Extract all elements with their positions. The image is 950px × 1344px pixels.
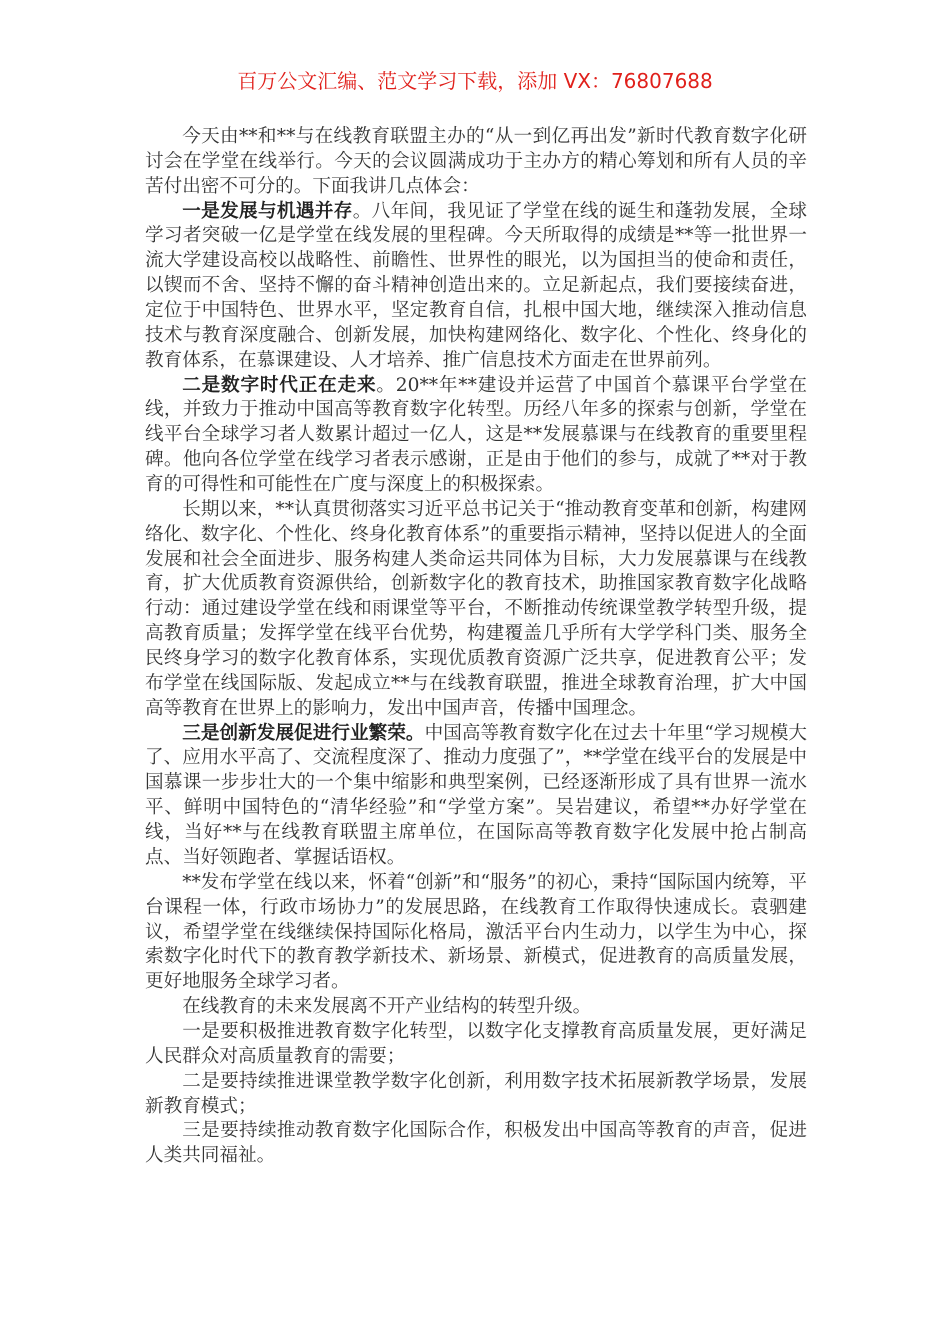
- paragraph-text: 在线教育的未来发展离不开产业结构的转型升级。: [182, 996, 592, 1018]
- paragraph: [145, 125, 807, 200]
- watermark-header: 百万公文汇编、范文学习下载，添加 VX：76807688: [237, 69, 713, 93]
- paragraph: [145, 1119, 807, 1169]
- paragraph-text: 。20**年**建设并运营了中国首个慕课平台学堂在线，并致力于推动中国高等教育数字化转型。历经八年多的探索与创新，学堂在线平台全球学习者人数累计超过一亿人，这是**发展慕课与在线教育的重要里程碑。他向各位学堂在线学习者表示感谢，正是由于他们的参与，成就了**对于教育的可得性和可能性在广度与深度上的积极探索。: [145, 374, 807, 496]
- paragraph: [145, 498, 807, 722]
- paragraph-lead: 一是发展与机遇并存: [182, 200, 353, 222]
- document-body: [145, 125, 807, 1169]
- paragraph-lead: 二是数字时代正在走来: [182, 374, 377, 396]
- paragraph-text: 一是要积极推进教育数字化转型，以数字化支撑教育高质量发展，更好满足人民群众对高质量教育的需要；: [145, 1020, 807, 1067]
- paragraph: [145, 374, 807, 498]
- paragraph: [145, 871, 807, 995]
- paragraph-lead: 三是创新发展促进行业繁荣。: [182, 722, 425, 744]
- paragraph-text: 三是要持续推动教育数字化国际合作，积极发出中国高等教育的声音，促进人类共同福祉。: [145, 1120, 807, 1167]
- paragraph-text: 中国高等教育数字化在过去十年里“学习规模大了、应用水平高了、交流程度深了、推动力度强了”，**学堂在线平台的发展是中国慕课一步步壮大的一个集中缩影和典型案例，已经逐渐形成了具有世界一流水平、鲜明中国特色的“清华经验”和“学堂方案”。吴岩建议，希望**办好学堂在线，当好**与在线教育联盟主席单位，在国际高等教育数字化发展中抢占制高点、当好领跑者、掌握话语权。: [145, 722, 807, 868]
- paragraph: [145, 1020, 807, 1070]
- paragraph-text: 今天由**和**与在线教育联盟主办的“从一到亿再出发”新时代教育数字化研讨会在学堂在线举行。今天的会议圆满成功于主办方的精心筹划和所有人员的辛苦付出密不可分的。下面我讲几点体会：: [145, 126, 807, 197]
- paragraph: [145, 722, 807, 871]
- paragraph: [145, 200, 807, 374]
- paragraph: [145, 995, 807, 1020]
- paragraph-text: 长期以来，**认真贯彻落实习近平总书记关于“推动教育变革和创新，构建网络化、数字化、个性化、终身化教育体系”的重要指示精神，坚持以促进人的全面发展和社会全面进步、服务构建人类命运共同体为目标，大力发展慕课与在线教育，扩大优质教育资源供给，创新数字化的教育技术，助推国家教育数字化战略行动：通过建设学堂在线和雨课堂等平台，不断推动传统课堂教学转型升级，提高教育质量；发挥学堂在线平台优势，构建覆盖几乎所有大学学科门类、服务全民终身学习的数字化教育体系，实现优质教育资源广泛共享，促进教育公平；发布学堂在线国际版、发起成立**与在线教育联盟，推进全球教育治理，扩大中国高等教育在世界上的影响力，发出中国声音，传播中国理念。: [145, 498, 807, 719]
- paragraph-text: 。八年间，我见证了学堂在线的诞生和蓬勃发展，全球学习者突破一亿是学堂在线发展的里程碑。今天所取得的成绩是**等一批世界一流大学建设高校以战略性、前瞻性、世界性的眼光，以为国担当的使命和责任，以锲而不舍、坚持不懈的奋斗精神创造出来的。立足新起点，我们要接续奋进，定位于中国特色、世界水平，坚定教育自信，扎根中国大地，继续深入推动信息技术与教育深度融合、创新发展，加快构建网络化、数字化、个性化、终身化的教育体系，在慕课建设、人才培养、推广信息技术方面走在世界前列。: [145, 200, 807, 371]
- paragraph-text: **发布学堂在线以来，怀着“创新”和“服务”的初心，秉持“国际国内统筹，平台课程一体，行政市场协力”的发展思路，在线教育工作取得快速成长。袁驷建议，希望学堂在线继续保持国际化格局，激活平台内生动力，以学生为中心，探索数字化时代下的教育教学新技术、新场景、新模式，促进教育的高质量发展，更好地服务全球学习者。: [145, 871, 807, 993]
- paragraph: [145, 1070, 807, 1120]
- paragraph-text: 二是要持续推进课堂教学数字化创新，利用数字技术拓展新教学场景，发展新教育模式；: [145, 1070, 807, 1117]
